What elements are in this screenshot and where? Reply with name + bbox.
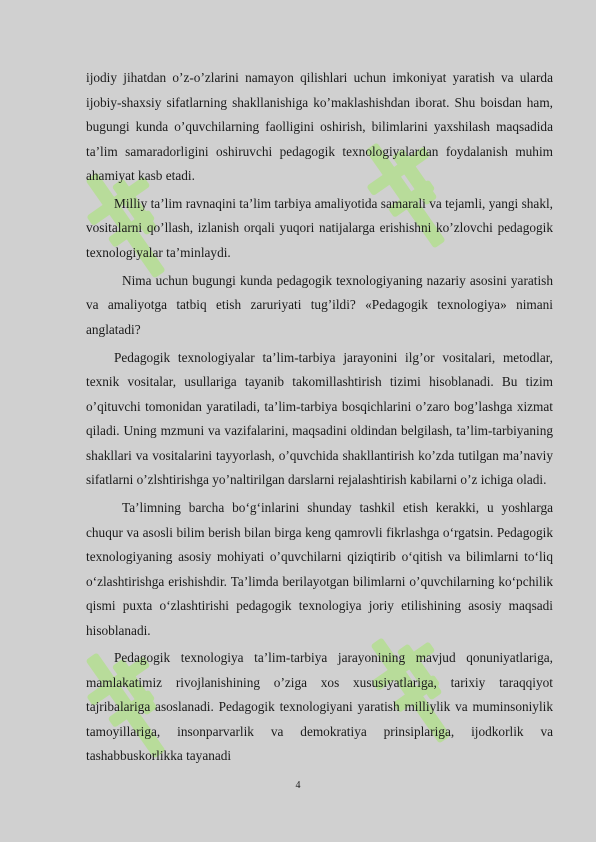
paragraph: Nima uchun bugungi kunda pedagogik texnologiyaning nazariy asosini yaratish va amaliyotga tatbiq etish zaruriyati tug’ildi? «Pedagogik texnologiya» nimani anglatadi?	[86, 272, 553, 337]
paragraph: Pedagogik texnologiyalar ta’lim-tarbiya jarayonini ilg’or vositalari, metodlar, texnik vositalar, usullariga tayanib takomillashtirish tizimi hisoblanadi. Bu tizim o’qituvchi tomonidan yaratiladi, ta’lim-tarbiya bosqichlarini o’zaro bog’lashga xizmat qiladi. Uning mzmuni va vazifalarini, maqsadini oldindan belgilash, ta’lim-tarbiyaning shakllari va vositalarini tayyorlash, o’quvchida shakllantirish ko’zda tutilgan ma’naviy sifatlarni o’zlshtirishga yo’naltirilgan darslarni rejalashtirish kabilarni o’z ichiga oladi.	[86, 349, 553, 488]
paragraph: ijodiy jihatdan o’z-o’zlarini namayon qilishlari uchun imkoniyat yaratish va ularda ijobiy-shaxsiy sifatlarning shakllanishiga ko’maklashishdan iborat. Shu boisdan ham, bugungi kunda o’quvchilarning faolligini oshirish, bilimlarini yaxshilash maqsadida ta’lim samaradorligini oshiruvchi pedagogik texnologiyalardan foydalanish muhim ahamiyat kasb etadi.	[86, 70, 553, 183]
page-number: 4	[295, 780, 301, 791]
body-text	[86, 66, 553, 772]
paragraph: Milliy ta’lim ravnaqini ta’lim tarbiya amaliyotida samarali va tejamli, yangi shakl, vositalarni qo’llash, izlanish orqali yuqori natijalarga erishishni ko’zlovchi pedagogik texnologiyalar ta’minlaydi.	[86, 195, 553, 260]
paragraph: Ta’limning barcha bo‘g‘inlarini shunday tashkil etish kerakki, u yoshlarga chuqur va asosli bilim berish bilan birga keng qamrovli fikrlashga o‘rgatsin. Pedagogik texnologiyaning asosiy mohiyati o’quvchilarni qiziqtirib o‘qitish va bilimlarni to‘liq o‘zlashtirishga erishishdir. Ta’limda berilayotgan bilimlarni o’quvchilarning ko‘pchilik qismi puxta o‘zlashtirishi pedagogik texnologiya joriy etilishining asosiy maqsadi hisoblanadi.	[86, 500, 553, 638]
paragraph: Pedagogik texnologiya ta’lim-tarbiya jarayonining mavjud qonuniyatlariga, mamlakatimiz rivojlanishining o’ziga xos xususiyatlariga, tarixiy taraqqiyot tajribalariga asoslanadi. Pedagogik texnologiyani yaratish milliylik va muminsoniylik tamoyillariga, insonparvarlik va demokratiya prinsiplariga, ijodkorlik va tashabbuskorlikka tayanadi	[86, 650, 553, 764]
